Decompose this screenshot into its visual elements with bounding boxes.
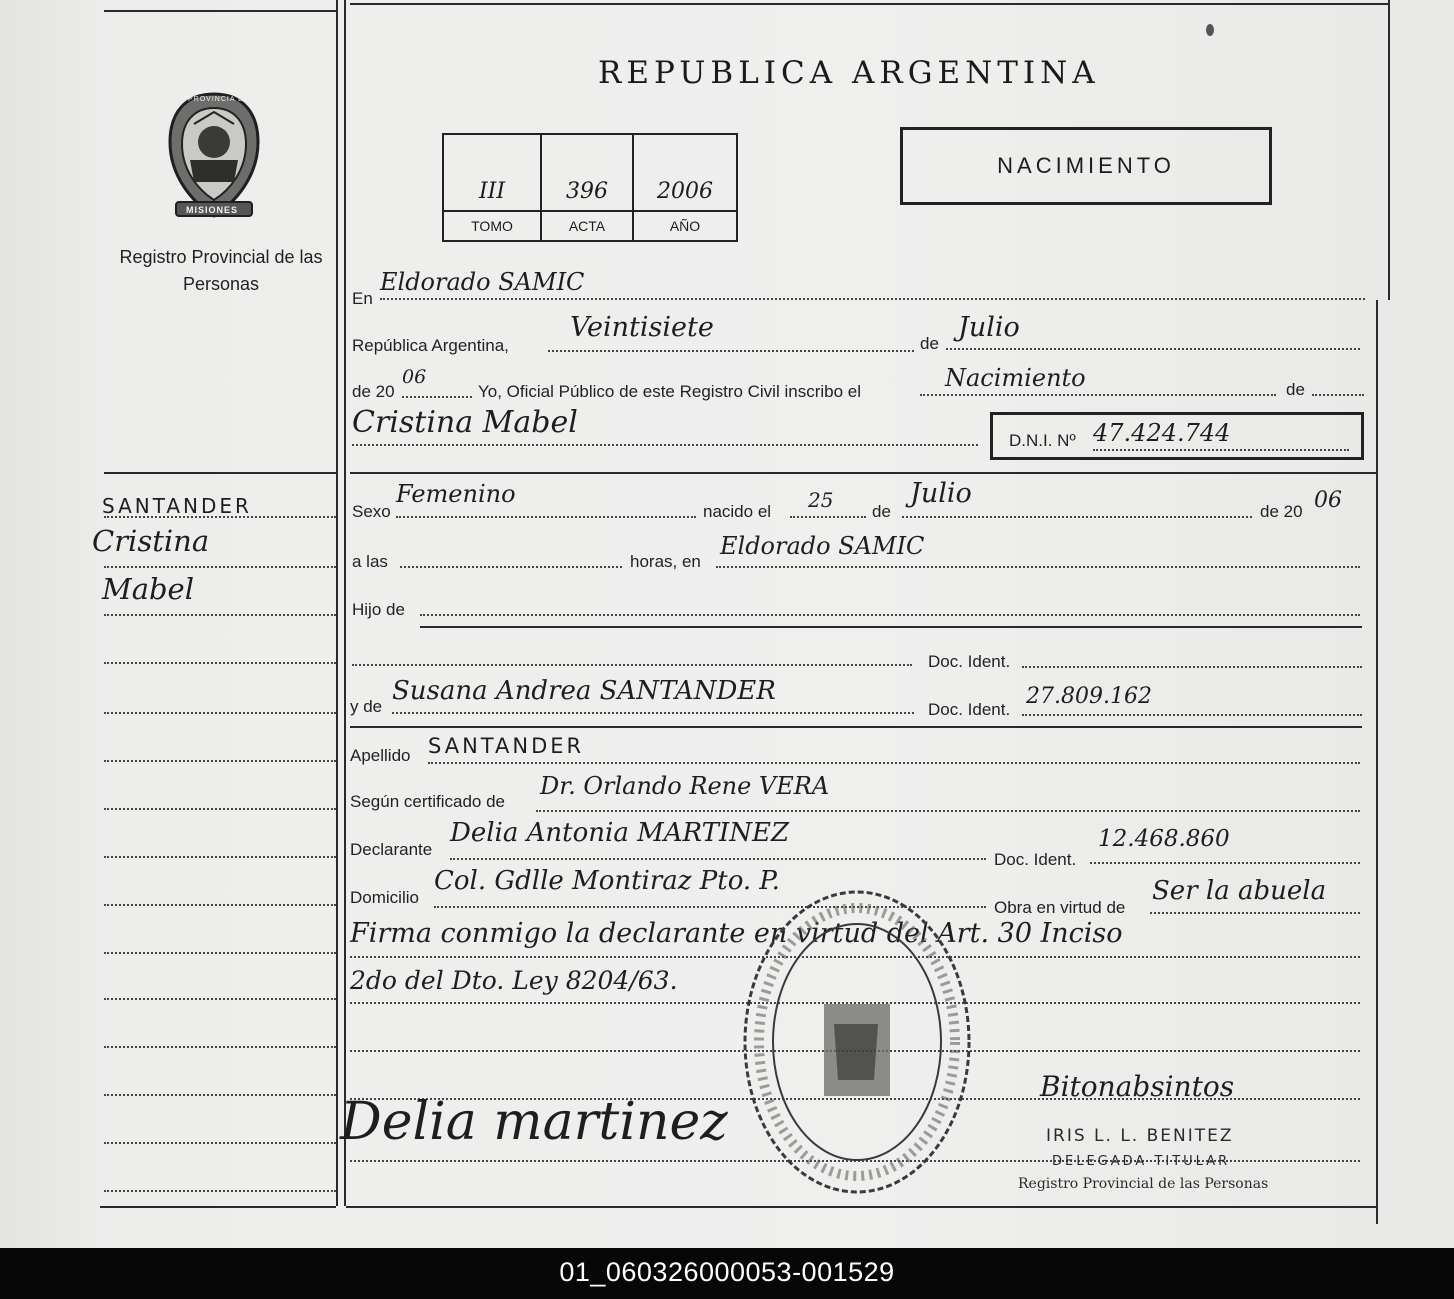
declarant-doc-line <box>1090 862 1360 864</box>
dni-value: 47.424.744 <box>1093 419 1231 447</box>
margin-rule-15 <box>104 1190 336 1192</box>
surname-value: SANTANDER <box>428 734 585 758</box>
address-value: Col. Gdlle Montiraz Pto. P. <box>434 866 780 896</box>
certificate-line <box>536 810 1360 812</box>
acts-by-virtue-line <box>1150 912 1360 914</box>
sex-value: Femenino <box>396 480 516 508</box>
acta-value: 396 <box>542 135 634 212</box>
registry-name: Registro Provincial de las Personas <box>119 247 323 294</box>
dni-line <box>1093 449 1349 451</box>
birth-month-value: Julio <box>910 478 972 509</box>
officer-position: DELEGADA TITULAR <box>1052 1154 1231 1169</box>
child-name-value: Cristina Mabel <box>352 405 578 440</box>
act-value: Nacimiento <box>945 364 1086 392</box>
declarant-name-value: Delia Antonia MARTINEZ <box>450 818 790 848</box>
official-seal <box>738 884 976 1200</box>
label-doc-ident-2: Doc. Ident. <box>928 700 1011 719</box>
label-horas-en: horas, en <box>630 552 701 571</box>
margin-rule-13 <box>104 1094 336 1096</box>
tomo-header: TOMO <box>444 212 542 240</box>
tomo-value: III <box>444 135 542 212</box>
margin-rule-14 <box>104 1142 336 1144</box>
label-doc-ident-3: Doc. Ident. <box>994 850 1077 869</box>
document-title: REPUBLICA ARGENTINA <box>598 55 1100 91</box>
emblem-top-text: PROVINCIA DE <box>188 96 250 103</box>
father-name-line <box>352 664 912 666</box>
officer-office: Registro Provincial de las Personas <box>1018 1176 1269 1192</box>
birth-month-line <box>902 516 1252 518</box>
place-value: Eldorado SAMIC <box>380 268 585 296</box>
bottom-right-rule <box>346 1206 1376 1208</box>
anio-header: AÑO <box>669 218 701 234</box>
mother-rule <box>350 726 1362 728</box>
day-words-line <box>548 350 914 352</box>
label-yo-oficial: Yo, Oficial Público de este Registro Civil inscribo el <box>478 382 861 401</box>
child-name-line <box>352 444 978 446</box>
sex-line <box>396 516 696 518</box>
father-line <box>420 614 1360 616</box>
mother-name-value: Susana Andrea SANTANDER <box>392 676 776 706</box>
birth-place-value: Eldorado SAMIC <box>720 532 925 560</box>
label-declarante: Declarante <box>350 840 433 859</box>
mother-name-line <box>392 712 914 714</box>
label-domicilio: Domicilio <box>350 888 419 907</box>
label-de-20: de 20 <box>352 382 395 401</box>
label-apellido: Apellido <box>350 746 411 765</box>
birth-day-value: 25 <box>808 488 834 512</box>
misiones-emblem <box>164 90 264 222</box>
officer-signature: Bitonabsintos <box>1040 1070 1235 1103</box>
right-section-rule <box>350 472 1376 474</box>
anio-value: 2006 <box>634 135 736 212</box>
ink-speck <box>1206 24 1214 36</box>
observation-line-2: 2do del Dto. Ley 8204/63. <box>350 966 678 995</box>
label-republica: República Argentina, <box>352 336 509 355</box>
declarant-name-line <box>450 858 986 860</box>
acta-header: ACTA <box>542 212 634 240</box>
observation-line-1: Firma conmigo la declarante en virtud del Art. 30 Inciso <box>350 918 1123 949</box>
margin-rule-11 <box>104 998 336 1000</box>
declarant-signature: Delia martinez <box>340 1092 728 1152</box>
margin-second-name: Mabel <box>102 572 194 606</box>
dni-box <box>990 412 1364 460</box>
birth-day-line <box>790 516 866 518</box>
left-section-rule <box>104 472 336 474</box>
margin-rule-5 <box>104 712 336 714</box>
birth-place-line <box>716 566 1360 568</box>
certificate-doctor-value: Dr. Orlando Rene VERA <box>540 772 830 800</box>
record-number-table <box>442 133 738 242</box>
mother-doc-line <box>1022 714 1362 716</box>
margin-rule-3 <box>104 614 336 616</box>
month-value: Julio <box>958 312 1020 343</box>
margin-rule-10 <box>104 952 336 954</box>
margin-rule-9 <box>104 904 336 906</box>
margin-rule-12 <box>104 1046 336 1048</box>
time-line <box>400 566 622 568</box>
label-en: En <box>352 289 373 308</box>
column-divider-inner <box>344 0 346 1206</box>
label-de-20-nac: de 20 <box>1260 502 1303 521</box>
margin-rule-4 <box>104 662 336 664</box>
act-line <box>920 394 1276 396</box>
margin-rule-8 <box>104 856 336 858</box>
scan-code-footer: 01_060326000053-001529 <box>0 1248 1454 1299</box>
label-segun-certificado: Según certificado de <box>350 792 505 811</box>
place-line <box>380 298 1365 300</box>
year-suffix-line <box>402 396 472 398</box>
label-de-mes: de <box>920 334 939 353</box>
day-words-value: Veintisiete <box>570 312 714 343</box>
year-suffix-value: 06 <box>402 366 427 388</box>
top-right-rule <box>350 3 1388 5</box>
father-doc-line <box>1022 666 1362 668</box>
label-obra-en-virtud: Obra en virtud de <box>994 898 1126 917</box>
de-nombre-line <box>1312 394 1364 396</box>
right-frame <box>1388 0 1390 300</box>
declarant-doc-value: 12.468.860 <box>1098 826 1230 852</box>
column-divider <box>336 0 338 1206</box>
officer-name: IRIS L. L. BENITEZ <box>1046 1126 1234 1146</box>
mother-doc-value: 27.809.162 <box>1026 684 1152 709</box>
label-hijo-de: Hijo de <box>352 600 405 619</box>
label-nacido-el: nacido el <box>703 502 772 521</box>
father-rule <box>420 626 1362 628</box>
right-frame-lower <box>1376 300 1378 1224</box>
month-line <box>946 348 1360 350</box>
margin-first-name: Cristina <box>92 524 210 558</box>
label-a-las: a las <box>352 552 388 571</box>
bottom-left-rule <box>100 1206 336 1208</box>
margin-rule-7 <box>104 808 336 810</box>
margin-rule-6 <box>104 760 336 762</box>
label-de-mes-nac: de <box>872 502 891 521</box>
margin-rule-2 <box>104 566 336 568</box>
surname-line <box>428 762 1360 764</box>
record-type-box: NACIMIENTO <box>900 127 1272 205</box>
margin-rule-1 <box>104 516 336 518</box>
emblem-bottom-text: MISIONES <box>186 205 239 215</box>
label-y-de: y de <box>350 697 383 716</box>
label-de-nombre: de <box>1286 380 1305 399</box>
margin-surname: SANTANDER <box>102 494 252 518</box>
top-left-rule <box>104 10 336 12</box>
label-doc-ident-1: Doc. Ident. <box>928 652 1011 671</box>
label-sexo: Sexo <box>352 502 391 521</box>
label-dni: D.N.I. Nº <box>1009 431 1076 450</box>
acts-by-virtue-value: Ser la abuela <box>1152 876 1327 906</box>
birth-year-suffix-value: 06 <box>1314 488 1342 513</box>
